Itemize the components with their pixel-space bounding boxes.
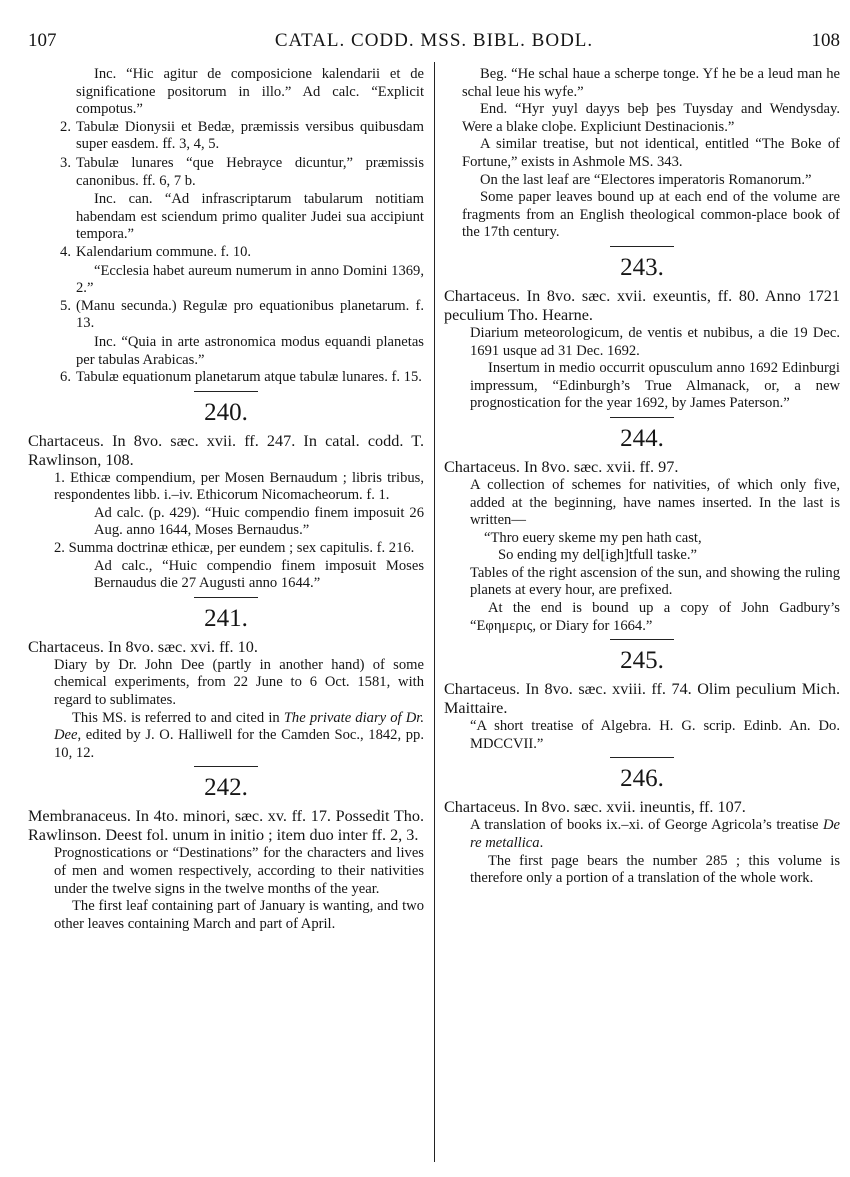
page-header	[28, 30, 840, 60]
section-description: Chartaceus. In 8vo. sæc. xvii. ff. 97.	[444, 457, 679, 476]
list-item: 3. Tabulæ lunares “que Hebrayce dicuntur,” præmissis canonibus. ff. 6, 7 b.	[60, 154, 424, 189]
section-text: At the end is bound up a copy of John Gadbury’s “Εφημερις, or Diary for 1664.”	[470, 600, 840, 634]
section-description: Chartaceus. In 8vo. sæc. xvi. ff. 10.	[28, 637, 258, 656]
section-description: Chartaceus. In 8vo. sæc. xvii. ff. 247. In catal. codd. T. Rawlinson, 108.	[28, 431, 424, 469]
running-title: CATAL. CODD. MSS. BIBL. BODL.	[274, 30, 594, 51]
section-description: Chartaceus. In 8vo. sæc. xvii. ineuntis, ff. 107.	[444, 798, 746, 817]
list-item: 6. Tabulæ equationum planetarum atque tabulæ lunares. f. 15.	[60, 369, 422, 386]
section-text: Prognostications or “Destinations” for the characters and lives of men and women respectively, according to their nativities under the twelve signs in the twelve months of the year.	[54, 845, 424, 897]
section-text: Beg. “He schal haue a scherpe tonge. Yf he be a leud man he schal leue his wyfe.”	[462, 66, 840, 100]
section-number: 245.	[620, 647, 664, 675]
section-text: Diary by Dr. John Dee (partly in another hand) of some chemical experiments, from 22 June to 6 Oct. 1581, with regard to sublimates.	[54, 656, 424, 709]
section-number: 242.	[204, 774, 248, 802]
section-text: Ad calc., “Huic compendio finem imposuit Moses Bernaudus die 27 Augusti anno 1644.”	[94, 557, 424, 592]
section-text: A translation of books ix.–xi. of George Agricola’s treatise De re metallica.	[470, 817, 840, 852]
section-number: 241.	[204, 604, 248, 632]
section-text: The first page bears the number 285 ; this volume is therefore only a portion of a translation of the whole work.	[470, 852, 840, 887]
section-number: 246.	[620, 765, 664, 793]
section-text: 1. Ethicæ compendium, per Mosen Bernaudum ; libris tribus, respondentes libb. i.–iv. Ethicorum Nicomacheorum. f. 1.	[54, 469, 424, 504]
section-text: Some paper leaves bound up at each end of the volume are fragments from an English theological common-place book of the 17th century.	[462, 189, 840, 241]
item-text: Inc. “Hic agitur de composicione kalendarii et de significatione positorum in illo.” Ad calc. “Explicit compotus.”	[76, 66, 424, 118]
section-text: On the last leaf are “Electores imperatoris Romanorum.”	[480, 171, 812, 188]
column-divider	[434, 62, 435, 1162]
item-sub: “Ecclesia habet aureum numerum in anno Domini 1369, 2.”	[76, 262, 424, 297]
section-text: End. “Hyr yuyl dayys beþ þes Tuysday and Wendysday. Were a blake cloþe. Expliciunt Destinacionis.”	[462, 101, 840, 135]
section-rule	[194, 597, 258, 598]
section-text: Ad calc. (p. 429). “Huic compendio finem imposuit 26 Aug. anno 1644, Moses Bernaudus.”	[94, 504, 424, 539]
section-description: Chartaceus. In 8vo. sæc. xviii. ff. 74. Olim peculium Mich. Maittaire.	[444, 680, 840, 718]
section-number: 243.	[620, 253, 664, 281]
section-text: This MS. is referred to and cited in The private diary of Dr. Dee, edited by J. O. Halliwell for the Camden Soc., 1842, pp. 10, 12.	[54, 709, 424, 761]
right-column	[444, 66, 840, 888]
list-item: 4. Kalendarium commune. f. 10.	[60, 243, 252, 260]
section-text: Insertum in medio occurrit opusculum anno 1692 Edinburgi impressum, “Edinburgh’s True Almanack, or, a new prognostication for the year 1692, by James Paterson.”	[470, 360, 840, 412]
section-rule	[194, 766, 258, 767]
section-text: A collection of schemes for nativities, of which only five, added at the beginning, have names inserted. In the last is written—	[470, 476, 840, 529]
section-description: Chartaceus. In 8vo. sæc. xvii. exeuntis, ff. 80. Anno 1721 peculium Tho. Hearne.	[444, 286, 840, 324]
section-text: A similar treatise, but not identical, entitled “The Boke of Fortune,” exists in Ashmole MS. 343.	[462, 136, 840, 170]
section-text: “A short treatise of Algebra. H. G. scrip. Edinb. An. Do. MDCCVII.”	[470, 718, 840, 752]
verse-line: So ending my del[igh]tfull taske.”	[498, 547, 698, 564]
section-rule	[610, 246, 674, 247]
left-column	[28, 66, 424, 933]
list-item: 5. (Manu secunda.) Regulæ pro equationibus planetarum. f. 13.	[60, 297, 424, 332]
section-text: Tables of the right ascension of the sun, and showing the ruling planets at every hour, are prefixed.	[470, 564, 840, 599]
item-sub: Inc. “Quia in arte astronomica modus equandi planetas per tabulas Arabicas.”	[76, 333, 424, 368]
section-text: The first leaf containing part of January is wanting, and two other leaves containing March and part of April.	[54, 898, 424, 932]
list-item: 2. Tabulæ Dionysii et Bedæ, præmissis versibus quibusdam super easdem. ff. 3, 4, 5.	[60, 118, 424, 153]
section-text: Diarium meteorologicum, de ventis et nubibus, a die 19 Dec. 1691 usque ad 31 Dec. 1692.	[470, 324, 840, 359]
section-text: 2. Summa doctrinæ ethicæ, per eundem ; sex capitulis. f. 216.	[54, 540, 415, 557]
page-number-right: 108	[811, 30, 840, 51]
section-description: Membranaceus. In 4to. minori, sæc. xv. ff. 17. Possedit Tho. Rawlinson. Deest fol. unum in initio ; item duo inter ff. 2, 3.	[28, 807, 424, 845]
section-rule	[194, 391, 258, 392]
section-number: 244.	[620, 424, 664, 452]
section-number: 240.	[204, 398, 248, 426]
verse-line: “Thro euery skeme my pen hath cast,	[484, 529, 702, 546]
section-rule	[610, 757, 674, 758]
page-number-left: 107	[28, 30, 57, 51]
item-sub: Inc. can. “Ad infrascriptarum tabularum notitiam habendam est sciendum primo qualiter Judei sua accipiunt tempora.”	[76, 191, 424, 243]
section-rule	[610, 639, 674, 640]
section-rule	[610, 417, 674, 418]
